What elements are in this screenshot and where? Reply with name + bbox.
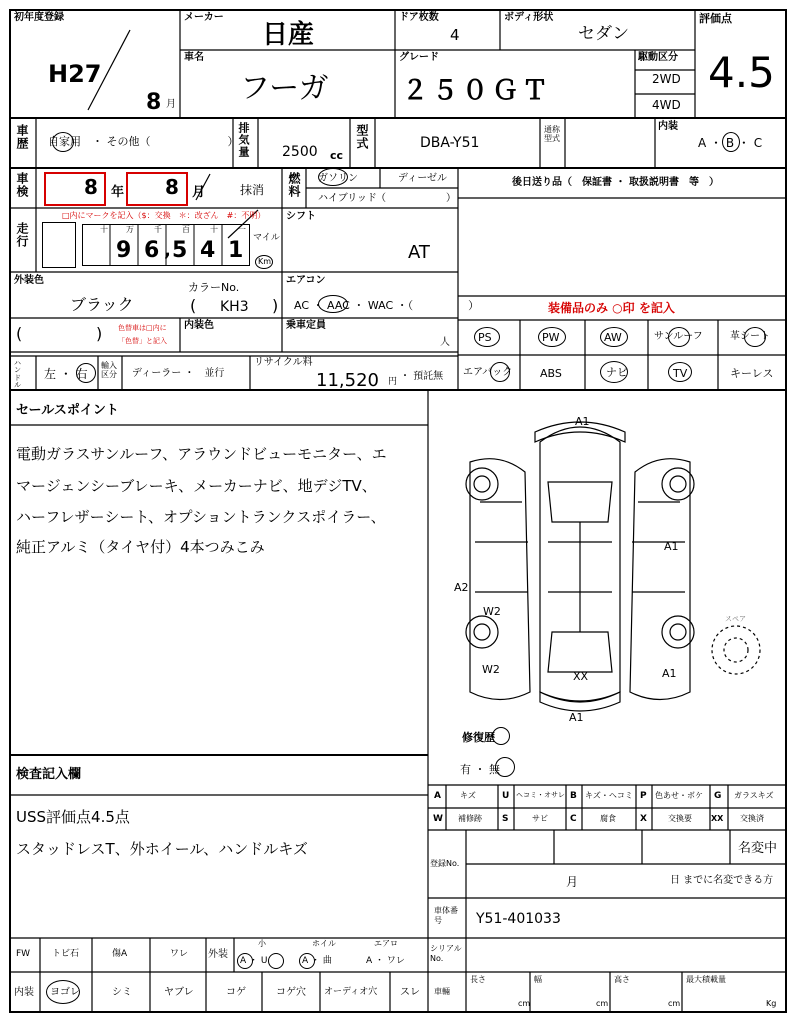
- name-label: 車名: [184, 52, 204, 63]
- equip-airbag-circle: [490, 362, 510, 382]
- legend-desc-xx: 交換済: [740, 814, 764, 823]
- aac-circle-mark: [318, 295, 348, 313]
- shift-label: シフト: [286, 211, 316, 222]
- mileage-digit-4: 4: [200, 238, 216, 263]
- first-reg-year: H27: [48, 60, 102, 88]
- bottom-wheel: ホイル: [312, 939, 336, 948]
- unit-ten-thousand-ten: 十: [100, 225, 108, 234]
- drive-2wd: 2WD: [652, 72, 681, 86]
- equip-aw-circle: [600, 327, 628, 347]
- sales-title: セールスポイント: [16, 403, 119, 418]
- mileage-digit-3: 5: [172, 238, 188, 263]
- later-items: 後日送り品（ 保証書 ・ 取扱説明書 等 ）: [512, 177, 719, 188]
- bottom-interior: 内装: [14, 987, 34, 998]
- color-change-note-1: 色替車は□内に: [118, 324, 167, 332]
- equip-ps: PS: [478, 331, 492, 344]
- equip-leather-circle: [744, 327, 766, 347]
- length-label: 長さ: [470, 975, 486, 984]
- displacement-value: 2500: [282, 144, 318, 160]
- mile-label: マイル: [253, 233, 280, 243]
- equipment-header: 装備品のみ ○印 を記入: [548, 301, 675, 315]
- bottom-stain: シミ: [112, 987, 132, 998]
- deposit-status: ・ 預託無: [400, 371, 444, 382]
- fuel-label: 燃料: [287, 172, 301, 198]
- mileage-comma-mark: ,: [164, 240, 171, 261]
- legend-code-a: A: [434, 791, 441, 801]
- mileage-digit-5: 1: [228, 238, 244, 263]
- bottom-crack: ワレ: [170, 949, 189, 959]
- car-damage-diagram: [430, 392, 786, 732]
- sales-line-1: 電動ガラスサンルーフ、アラウンドビューモニター、エ: [16, 445, 387, 463]
- model-value: DBA-Y51: [420, 135, 480, 151]
- equip-navi: ナビ: [606, 366, 628, 379]
- legend-desc-w: 補修跡: [458, 814, 482, 823]
- history-circle-mark: [52, 132, 74, 152]
- capacity-unit: 人: [440, 337, 450, 348]
- legend-desc-c: 腐食: [600, 814, 616, 823]
- maker-label: メーカー: [184, 12, 224, 23]
- model-label: 型式: [355, 124, 369, 150]
- bottom-tear: ヤブレ: [164, 987, 194, 998]
- equip-sunroof-circle: [668, 327, 690, 347]
- history-value: 自家用 ・ その他（ ）: [48, 135, 239, 148]
- dims-label: 車輛: [434, 987, 450, 996]
- color-change-note-2: 「色替」と記入: [118, 337, 167, 345]
- legend-code-g: G: [714, 791, 722, 801]
- bottom-wear: スレ: [400, 987, 420, 998]
- chassis-label: 車体番号: [434, 906, 458, 926]
- unit-juu: 十: [210, 225, 218, 234]
- equip-pw-circle: [538, 327, 566, 347]
- gasoline-circle-mark: [318, 168, 348, 186]
- bottom-exterior: 外装: [208, 949, 228, 960]
- wheel-a-circle: [299, 953, 315, 969]
- reg-day-text: 日 までに名変できる方: [670, 875, 774, 886]
- ac-label: エアコン: [286, 275, 326, 286]
- diagram-mark-a1-rear: A1: [569, 711, 584, 724]
- legend-code-xx: XX: [711, 814, 724, 823]
- yen-unit: 円: [388, 377, 398, 387]
- drive-label: 駆動区分: [638, 52, 678, 63]
- color-no-paren-close: ): [272, 296, 279, 315]
- equip-aw: AW: [604, 331, 622, 344]
- handle-right-circle: [76, 363, 96, 383]
- name-change-status: 名変中: [738, 841, 778, 856]
- bottom-aero: エアロ: [374, 939, 398, 948]
- bottom-burn-hole: コゲ穴: [276, 987, 306, 998]
- body-label: ボディ形状: [504, 12, 554, 23]
- legend-desc-p: 色あせ・ボケ: [655, 791, 703, 800]
- inspection-line-2: スタッドレスT、外ホイール、ハンドルキズ: [16, 840, 308, 858]
- mileage-digit-1: 9: [116, 238, 132, 263]
- diagram-mark-a2-left: A2: [454, 581, 469, 594]
- legend-code-w: W: [433, 814, 443, 824]
- repair-none-circle: [495, 757, 515, 777]
- recycle-label: リサイクル料: [254, 357, 313, 368]
- legend-code-x: X: [640, 814, 647, 824]
- interior-label: 内装: [658, 121, 678, 132]
- legend-desc-u: ヘコミ・オサレ: [516, 791, 565, 799]
- common-model-label: 通称型式: [544, 125, 560, 143]
- inspection-label: 車検: [15, 172, 29, 198]
- inspection-month: 8: [165, 175, 179, 199]
- ext-color-value: ブラック: [70, 295, 134, 314]
- color-no-label: カラーNo.: [188, 281, 240, 294]
- cc-unit: cc: [330, 149, 344, 162]
- import-value: ディーラー ・ 並行: [132, 368, 225, 379]
- bottom-wheel-value: A ・ 曲: [302, 956, 332, 966]
- ext-a-circle: [237, 953, 253, 969]
- spare-label: スペア: [725, 615, 746, 623]
- sales-line-3: ハーフレザーシート、オプショントランクスポイラー、: [16, 508, 386, 526]
- equip-pw: PW: [542, 331, 560, 344]
- legend-code-b: B: [570, 791, 577, 801]
- score-label: 評価点: [699, 12, 732, 25]
- bottom-ext-small: 小: [258, 939, 266, 948]
- history-label: 車歴: [15, 124, 29, 150]
- color-change-paren-close: ): [96, 324, 103, 343]
- interior-grade: A ・ B ・ C: [698, 136, 763, 150]
- equip-abs: ABS: [540, 367, 562, 380]
- bottom-chip: トビ石: [52, 949, 80, 959]
- bottom-fw: FW: [16, 949, 31, 959]
- unit-man: 万: [126, 225, 134, 234]
- max-load-label: 最大積載量: [686, 975, 726, 984]
- import-label: 輸入区分: [101, 361, 117, 379]
- chassis-number: Y51-401033: [476, 911, 561, 927]
- bottom-audio-hole: オーディオ穴: [324, 987, 378, 997]
- mileage-note: □内にマークを記入（$：交換 ＊：改ざん #：不明）: [62, 211, 266, 220]
- legend-desc-x: 交換要: [668, 814, 692, 823]
- fuel-hybrid: ハイブリッド: [318, 193, 377, 204]
- first-reg-label: 初年度登録: [14, 12, 64, 23]
- displacement-label: 排気量: [237, 122, 250, 158]
- drive-4wd: 4WD: [652, 98, 681, 112]
- month-unit: 月: [166, 99, 176, 110]
- legend-code-c: C: [570, 814, 577, 824]
- bottom-ext-small-value: A ・ U: [240, 956, 268, 966]
- width-unit: cm: [596, 999, 609, 1008]
- ext-u-circle: [268, 953, 284, 969]
- unit-sen: 千: [154, 225, 162, 234]
- diagram-mark-a1-front: A1: [575, 415, 590, 428]
- capacity-label: 乗車定員: [286, 320, 326, 331]
- bottom-aero-value: A ・ ワレ: [366, 956, 405, 966]
- ext-color-label: 外装色: [14, 275, 44, 286]
- legend-code-u: U: [502, 791, 510, 801]
- inspection-line-1: USS評価点4.5点: [16, 808, 130, 826]
- handle-label: ハンドル: [14, 359, 21, 390]
- diagram-mark-a1-right: A1: [664, 540, 679, 553]
- maker-value: 日産: [262, 20, 315, 50]
- equip-leather: 革シート: [730, 331, 770, 342]
- fuel-hybrid-paren: （ ）: [376, 193, 456, 204]
- unit-ichi: 一: [238, 225, 246, 234]
- first-reg-month: 8: [146, 90, 162, 115]
- length-unit: cm: [518, 999, 531, 1008]
- dirt-circle-mark: [46, 980, 80, 1004]
- max-load-unit: Kg: [766, 999, 777, 1008]
- inspection-month-unit: 月: [192, 185, 206, 200]
- doors-value: 4: [450, 26, 460, 44]
- equip-sunroof: サンルーフ: [654, 331, 703, 342]
- diagram-mark-w2-left-door: W2: [483, 605, 501, 618]
- diagram-mark-w2-left-rear: W2: [482, 663, 500, 676]
- legend-desc-a: キズ: [460, 791, 476, 800]
- color-change-paren-open: (: [16, 324, 23, 343]
- color-no-value: KH3: [220, 299, 249, 315]
- diagram-mark-a1-right-rear: A1: [662, 667, 677, 680]
- bottom-burn: コゲ: [226, 987, 246, 998]
- km-label: Km: [258, 257, 272, 266]
- inspection-year: 8: [84, 175, 98, 199]
- mileage-mark-box: [42, 222, 76, 268]
- recycle-value: 11,520: [316, 370, 379, 391]
- ac-value: AC ・ AAC ・ WAC ・（ ）: [294, 299, 480, 312]
- reg-month: 月: [566, 875, 579, 889]
- equip-keyless: キーレス: [730, 367, 774, 380]
- legend-desc-s: サビ: [532, 814, 548, 823]
- diagram-mark-xx-trunk: XX: [573, 670, 589, 683]
- width-label: 幅: [534, 975, 542, 984]
- equip-airbag: エアバック: [463, 367, 513, 378]
- grade-label: グレード: [399, 52, 439, 63]
- repair-label-circle: [492, 727, 510, 745]
- serial-label: シリアルNo.: [430, 944, 462, 964]
- body-value: セダン: [578, 24, 630, 44]
- unit-hyaku: 百: [182, 225, 190, 234]
- mileage-label: 走行: [15, 222, 29, 248]
- color-no-paren-open: (: [190, 296, 197, 315]
- equip-tv: TV: [673, 367, 688, 380]
- int-color-label: 内装色: [184, 320, 214, 331]
- sales-line-2: マージェンシーブレーキ、メーカーナビ、地デジTV、: [16, 477, 377, 495]
- sales-line-4: 純正アルミ（タイヤ付）4本つみこみ: [16, 538, 265, 556]
- legend-code-s: S: [502, 814, 509, 824]
- score-value: 4.5: [708, 48, 775, 97]
- mileage-digit-2: 6: [144, 238, 160, 263]
- interior-b-circle: [722, 132, 740, 152]
- grade-value: ２５０ＧＴ: [402, 76, 553, 106]
- fuel-diesel: ディーゼル: [398, 173, 447, 184]
- bottom-scratch-a: 傷A: [112, 949, 128, 959]
- legend-desc-b: キズ・ヘコミ: [585, 791, 633, 800]
- repair-value: 有 ・ 無: [460, 763, 500, 776]
- inspection-year-unit: 年: [111, 185, 125, 200]
- bottom-dirt: ヨゴレ: [50, 987, 80, 998]
- equip-ps-circle: [474, 327, 500, 347]
- fuel-gasoline: ガソリン: [318, 173, 358, 184]
- height-unit: cm: [668, 999, 681, 1008]
- legend-code-p: P: [640, 791, 647, 801]
- legend-desc-g: ガラスキズ: [734, 791, 774, 800]
- reg-no-label: 登録No.: [430, 859, 460, 868]
- handle-value: 左 ・ 右: [44, 367, 88, 381]
- equip-navi-circle: [600, 361, 628, 383]
- equip-tv-circle: [668, 362, 692, 382]
- height-label: 高さ: [614, 975, 630, 984]
- shift-value: AT: [408, 242, 430, 263]
- doors-label: ドア枚数: [399, 12, 439, 23]
- inspection-title: 検査記入欄: [16, 767, 82, 782]
- inspection-cancel: 抹消: [240, 183, 265, 197]
- name-value: フーガ: [240, 71, 329, 106]
- repair-label: 修復歴: [462, 731, 495, 744]
